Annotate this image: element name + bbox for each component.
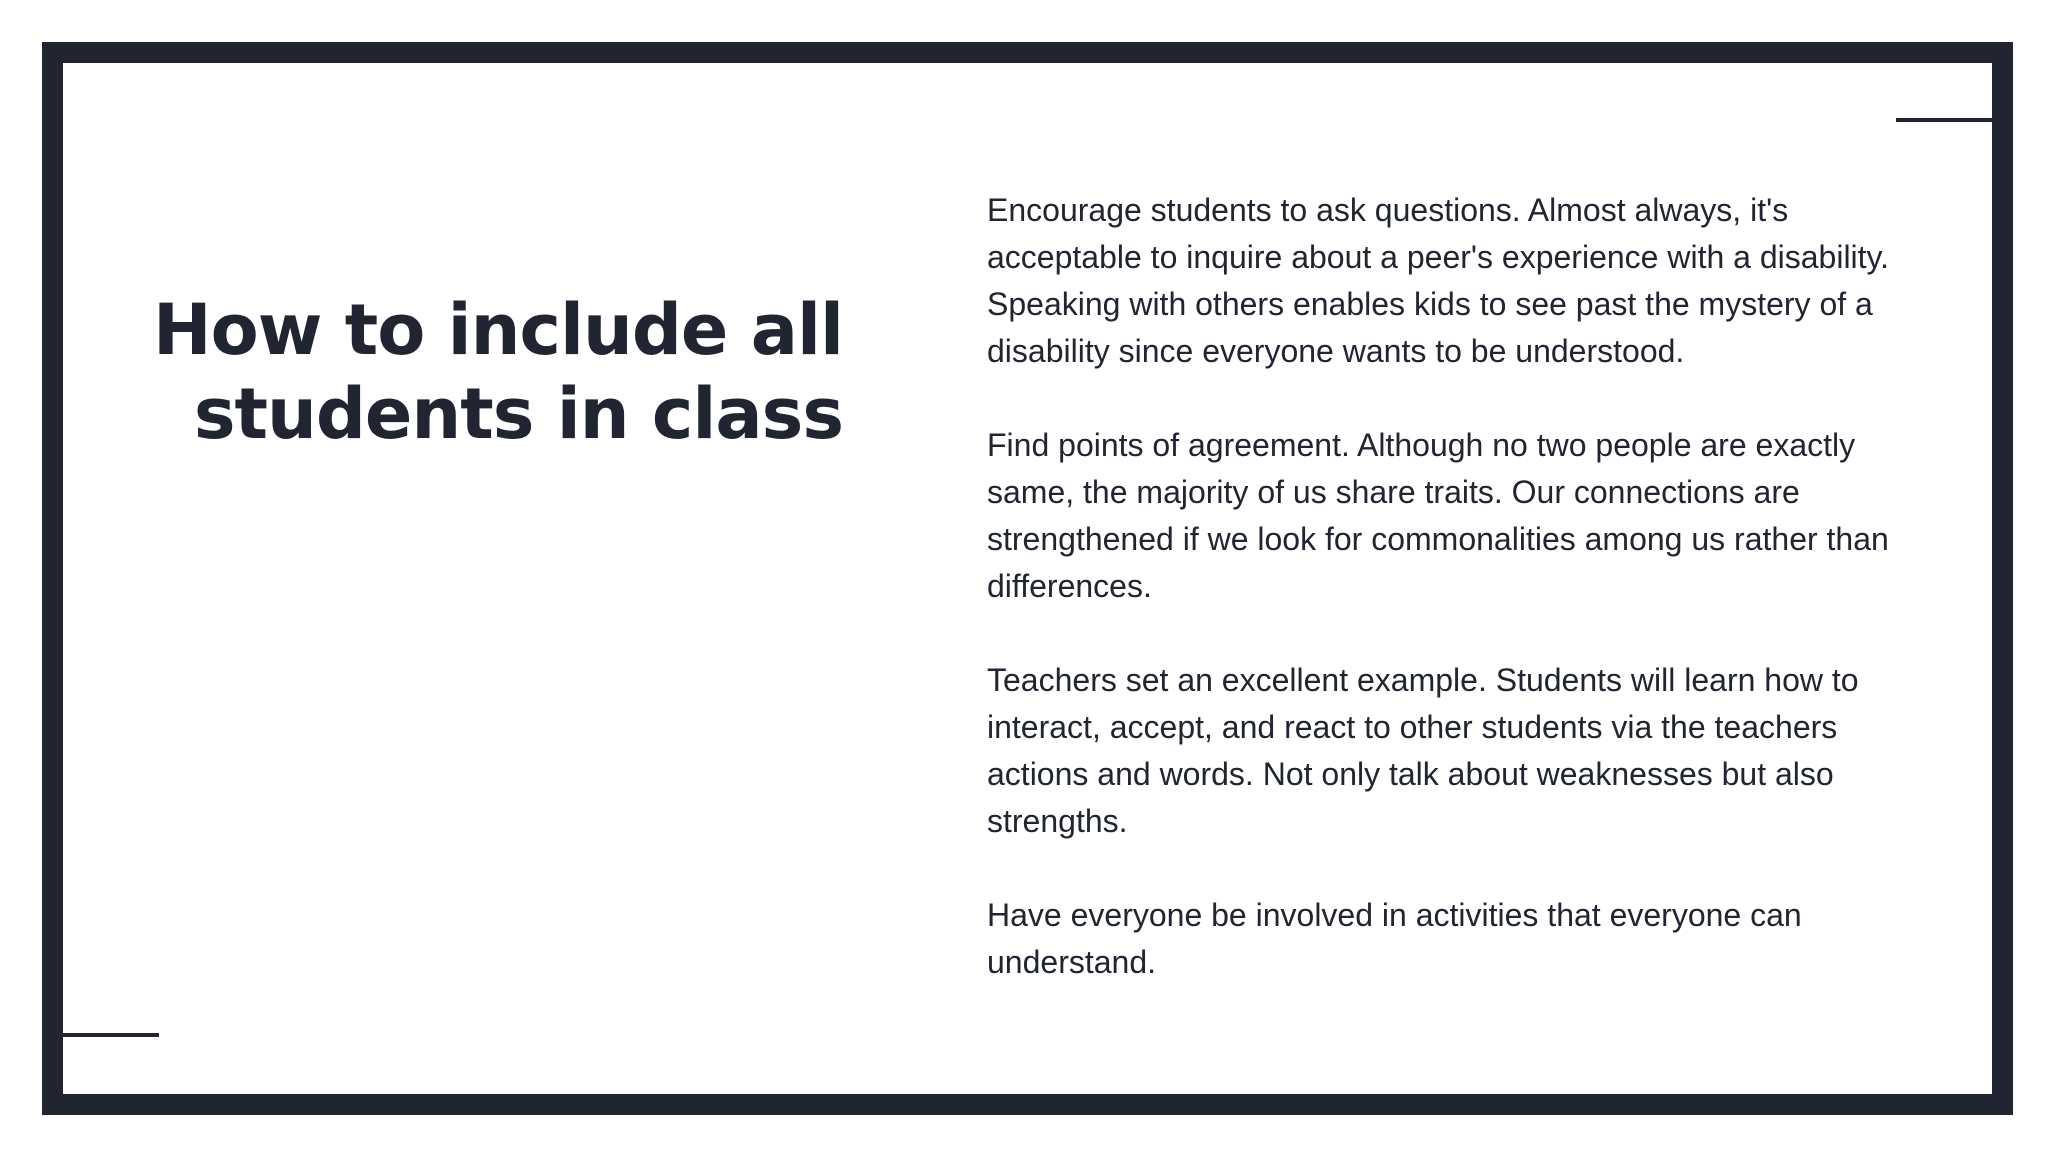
paragraph-ask-questions: Encourage students to ask questions. Almost always, it's acceptable to inquire about a peer's experience with a disability. Speaking with others enables kids to see past the mystery of a disability since everyone wants to be understood. [987, 192, 1890, 369]
paragraph-points-of-agreement: Find points of agreement. Although no two people are exactly same, the majority of us share traits. Our connections are strengthened if we look for commonalities among us rather than differences. [987, 427, 1889, 604]
slide-title: How to include all students in class [153, 289, 843, 455]
paragraph-teachers-example: Teachers set an excellent example. Students will learn how to interact, accept, and react to other students via the teachers actions and words. Not only talk about weaknesses but also strengths. [987, 662, 1859, 839]
paragraph-everyone-involved: Have everyone be involved in activities that everyone can understand. [987, 897, 1802, 980]
accent-line-top-right [1896, 118, 1992, 122]
slide-frame [42, 42, 2013, 1115]
accent-line-bottom-left [63, 1033, 159, 1037]
slide-body [987, 187, 1917, 986]
